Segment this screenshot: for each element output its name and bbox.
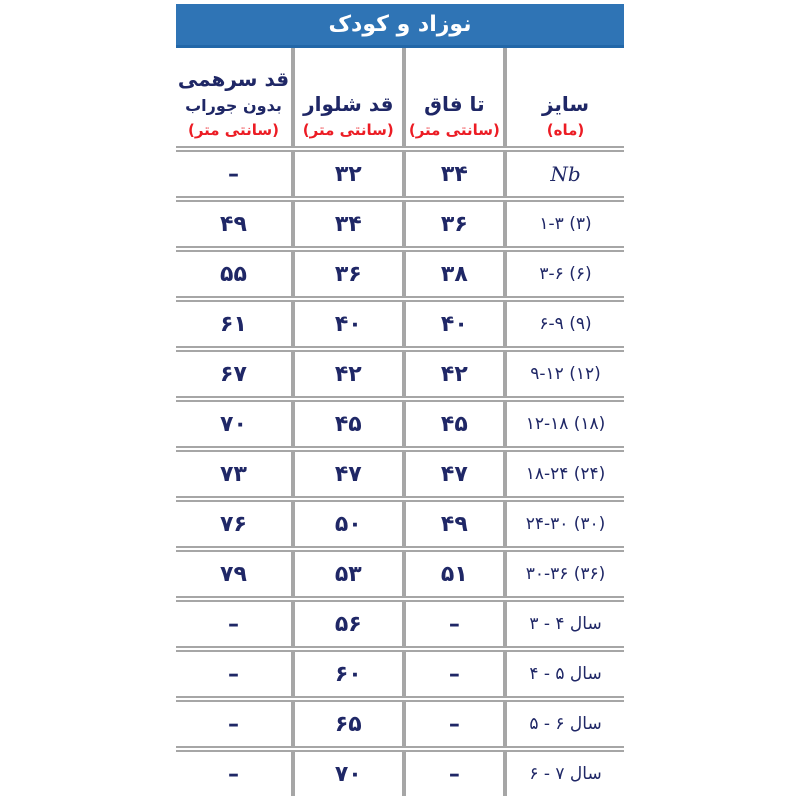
header-row <box>176 48 624 149</box>
overall-cell: – <box>176 749 293 796</box>
pants-cell: ۴۷ <box>293 449 404 499</box>
pants-cell: ۴۰ <box>293 299 404 349</box>
overall-cell: – <box>176 649 293 699</box>
overall-cell: ۷۰ <box>176 399 293 449</box>
size-cell: ۴ - ۵ سال <box>505 649 624 699</box>
pants-cell: ۷۰ <box>293 749 404 796</box>
table-row <box>176 299 624 349</box>
pants-cell: ۵۳ <box>293 549 404 599</box>
size-cell: ۳-۶ (۶) <box>505 249 624 299</box>
overall-cell: – <box>176 149 293 199</box>
rise-cell: ۴۹ <box>404 499 505 549</box>
size-cell: ۱۸-۲۴ (۲۴) <box>505 449 624 499</box>
size-cell: ۳۰-۳۶ (۳۶) <box>505 549 624 599</box>
size-cell: ۳ - ۴ سال <box>505 599 624 649</box>
table-row <box>176 399 624 449</box>
overall-cell: ۷۹ <box>176 549 293 599</box>
pants-cell: ۵۶ <box>293 599 404 649</box>
rise-cell: ۳۶ <box>404 199 505 249</box>
size-cell: Nb <box>505 149 624 199</box>
rise-cell: ۳۸ <box>404 249 505 299</box>
rise-cell: ۳۴ <box>404 149 505 199</box>
rise-cell: – <box>404 699 505 749</box>
col-overall-unit: (سانتی متر) <box>187 120 279 139</box>
table-row <box>176 499 624 549</box>
overall-cell: ۴۹ <box>176 199 293 249</box>
pants-cell: ۶۵ <box>293 699 404 749</box>
col-pants-label: قد شلوار <box>303 91 394 116</box>
size-table <box>176 48 624 796</box>
table-row <box>176 449 624 499</box>
rise-cell: – <box>404 599 505 649</box>
overall-cell: – <box>176 599 293 649</box>
pants-cell: ۴۲ <box>293 349 404 399</box>
rise-cell: ۴۷ <box>404 449 505 499</box>
size-cell: ۶ - ۷ سال <box>505 749 624 796</box>
overall-cell: ۵۵ <box>176 249 293 299</box>
table-row <box>176 199 624 249</box>
table-row <box>176 649 624 699</box>
col-overall-label: قد سرهمی <box>177 66 290 91</box>
pants-cell: ۶۰ <box>293 649 404 699</box>
table-row <box>176 149 624 199</box>
col-rise-label: تا فاق <box>424 91 485 116</box>
size-cell: ۹-۱۲ (۱۲) <box>505 349 624 399</box>
overall-cell: – <box>176 699 293 749</box>
overall-cell: ۶۷ <box>176 349 293 399</box>
table-row <box>176 349 624 399</box>
rise-cell: ۴۵ <box>404 399 505 449</box>
col-header-pants <box>293 48 404 149</box>
pants-cell: ۴۵ <box>293 399 404 449</box>
rise-cell: – <box>404 749 505 796</box>
size-cell: ۶-۹ (۹) <box>505 299 624 349</box>
table-row <box>176 549 624 599</box>
pants-cell: ۳۶ <box>293 249 404 299</box>
table-row <box>176 749 624 796</box>
overall-cell: ۶۱ <box>176 299 293 349</box>
rise-cell: ۴۰ <box>404 299 505 349</box>
table-row <box>176 249 624 299</box>
size-cell: ۱-۳ (۳) <box>505 199 624 249</box>
rise-cell: – <box>404 649 505 699</box>
pants-cell: ۳۲ <box>293 149 404 199</box>
col-pants-unit: (سانتی متر) <box>302 120 394 139</box>
size-chart <box>176 4 624 796</box>
table-title: نوزاد و کودک <box>328 12 472 37</box>
overall-cell: ۷۳ <box>176 449 293 499</box>
table-row <box>176 599 624 649</box>
pants-cell: ۵۰ <box>293 499 404 549</box>
col-header-rise <box>404 48 505 149</box>
col-size-label: سایز <box>541 91 590 116</box>
col-overall-sublabel: بدون جوراب <box>185 95 282 115</box>
size-cell: ۱۲-۱۸ (۱۸) <box>505 399 624 449</box>
col-rise-unit: (سانتی متر) <box>408 120 500 139</box>
size-cell: ۵ - ۶ سال <box>505 699 624 749</box>
overall-cell: ۷۶ <box>176 499 293 549</box>
pants-cell: ۳۴ <box>293 199 404 249</box>
table-row <box>176 699 624 749</box>
size-cell: ۲۴-۳۰ (۳۰) <box>505 499 624 549</box>
col-header-overall <box>176 48 293 149</box>
table-title-bar <box>176 4 624 48</box>
col-header-size <box>505 48 624 149</box>
col-size-unit: (ماه) <box>546 120 585 139</box>
rise-cell: ۴۲ <box>404 349 505 399</box>
rise-cell: ۵۱ <box>404 549 505 599</box>
